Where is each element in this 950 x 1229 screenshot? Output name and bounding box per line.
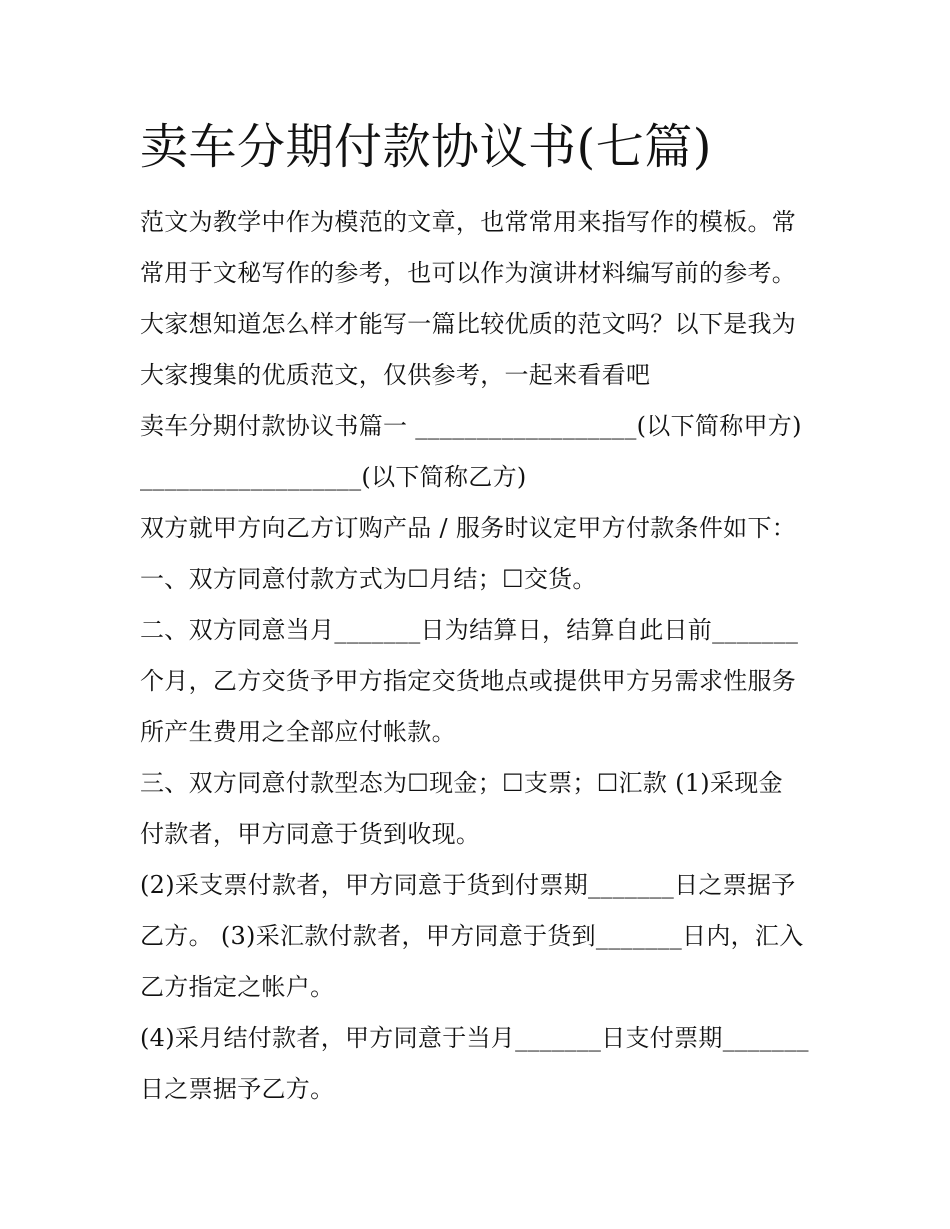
text-line: 日之票据予乙方。	[140, 1075, 335, 1103]
text-line: (4)采月结付款者，甲方同意于当月_______日支付票期_______	[140, 1024, 809, 1052]
text-line: 常用于文秘写作的参考，也可以作为演讲材料编写前的参考。	[140, 259, 797, 287]
text-line: 双方就甲方向乙方订购产品 / 服务时议定甲方付款条件如下：	[140, 514, 797, 542]
document-page	[140, 0, 820, 1229]
text-line: 付款者，甲方同意于货到收现。	[140, 820, 481, 848]
text-line: 所产生费用之全部应付帐款。	[140, 718, 456, 746]
text-line: 乙方指定之帐户。	[140, 973, 335, 1001]
text-line: 一、双方同意付款方式为☐月结；☐交货。	[140, 565, 597, 593]
text-line: 个月，乙方交货予甲方指定交货地点或提供甲方另需求性服务	[140, 667, 797, 695]
text-line: 二、双方同意当月_______日为结算日，结算自此日前_______	[140, 616, 799, 644]
text-line: 三、双方同意付款型态为☐现金；☐支票；☐汇款 (1)采现金	[140, 769, 783, 797]
section-heading-line: 卖车分期付款协议书篇一 __________________(以下简称甲方)	[140, 412, 802, 440]
text-line: 大家想知道怎么样才能写一篇比较优质的范文吗？以下是我为	[140, 310, 797, 338]
document-title: 卖车分期付款协议书(七篇)	[140, 119, 712, 175]
text-line: 乙方。 (3)采汇款付款者，甲方同意于货到_______日内，汇入	[140, 922, 804, 950]
text-line: 范文为教学中作为模范的文章，也常常用来指写作的模板。常	[140, 208, 797, 236]
document-body	[140, 197, 820, 1115]
text-line: (2)采支票付款者，甲方同意于货到付票期_______日之票据予	[140, 871, 796, 899]
text-line: 大家搜集的优质范文，仅供参考，一起来看看吧	[140, 361, 651, 389]
text-line: __________________(以下简称乙方)	[140, 463, 527, 491]
